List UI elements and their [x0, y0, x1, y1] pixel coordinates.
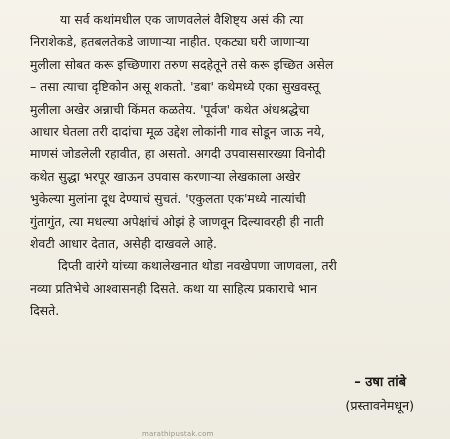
text-line: दिसते. — [30, 303, 60, 319]
watermark: marathipustak.com — [142, 430, 214, 438]
author-signature: – उषा तांबे — [354, 375, 406, 390]
text-line: आधार घेतला तरी दादांचा मूळ उद्देश लोकांनी गाव सोडून जाऊ नये, — [30, 124, 325, 140]
text-line: शेवटी आधार देतात, असेही दाखवले आहे. — [30, 236, 217, 252]
text-line: निराशेकडे, हतबलतेकडे जाणाऱ्या नाहीत. एकट्या घरी जाणाऱ्या — [30, 34, 310, 50]
text-line: गुंतागुंत, त्या मधल्या अपेक्षांचं ओझं हे जाणवून दिल्यावरही ही नाती — [30, 213, 324, 229]
source-note: (प्रस्तावनेमधून) — [345, 398, 414, 413]
text-line: भुकेल्या मुलांना दूध देण्याचं सुचतं. 'एकुलता एक'मध्ये नात्यांची — [30, 191, 306, 207]
text-line: कथेत सुद्धा भरपूर खाऊन उपवास करणाऱ्या लेखकाला अखेर — [30, 168, 301, 184]
text-line: या सर्व कथांमधील एक जाणवलेलं वैशिष्ट्य असं की त्या — [60, 12, 304, 27]
text-line: मुलीला अखेर अन्नाची किंमत कळतेय. 'पूर्वज' कथेत अंधश्रद्धेचा — [30, 101, 310, 117]
text-line: माणसं जोडलेली रहावीत, हा असतो. अगदी उपवाससारख्या विनोदी — [30, 146, 326, 162]
text-line: दिप्ती वारंगे यांच्या कथालेखनात थोडा नवखेपणा जाणवला, तरी — [58, 258, 337, 274]
text-line: मुलीला सोबत करू इच्छिणारा तरुण सदहेतूने तसे करू इच्छित असेल — [30, 56, 334, 72]
text-line: नव्या प्रतिभेचे आश्वासनही दिसते. कथा या साहित्य प्रकाराचे भान — [30, 280, 318, 296]
text-line: – तसा त्याचा दृष्टिकोन असू शकतो. 'डबा' कथेमध्ये एका सुखवस्तू — [30, 79, 320, 95]
body-text — [30, 9, 425, 323]
